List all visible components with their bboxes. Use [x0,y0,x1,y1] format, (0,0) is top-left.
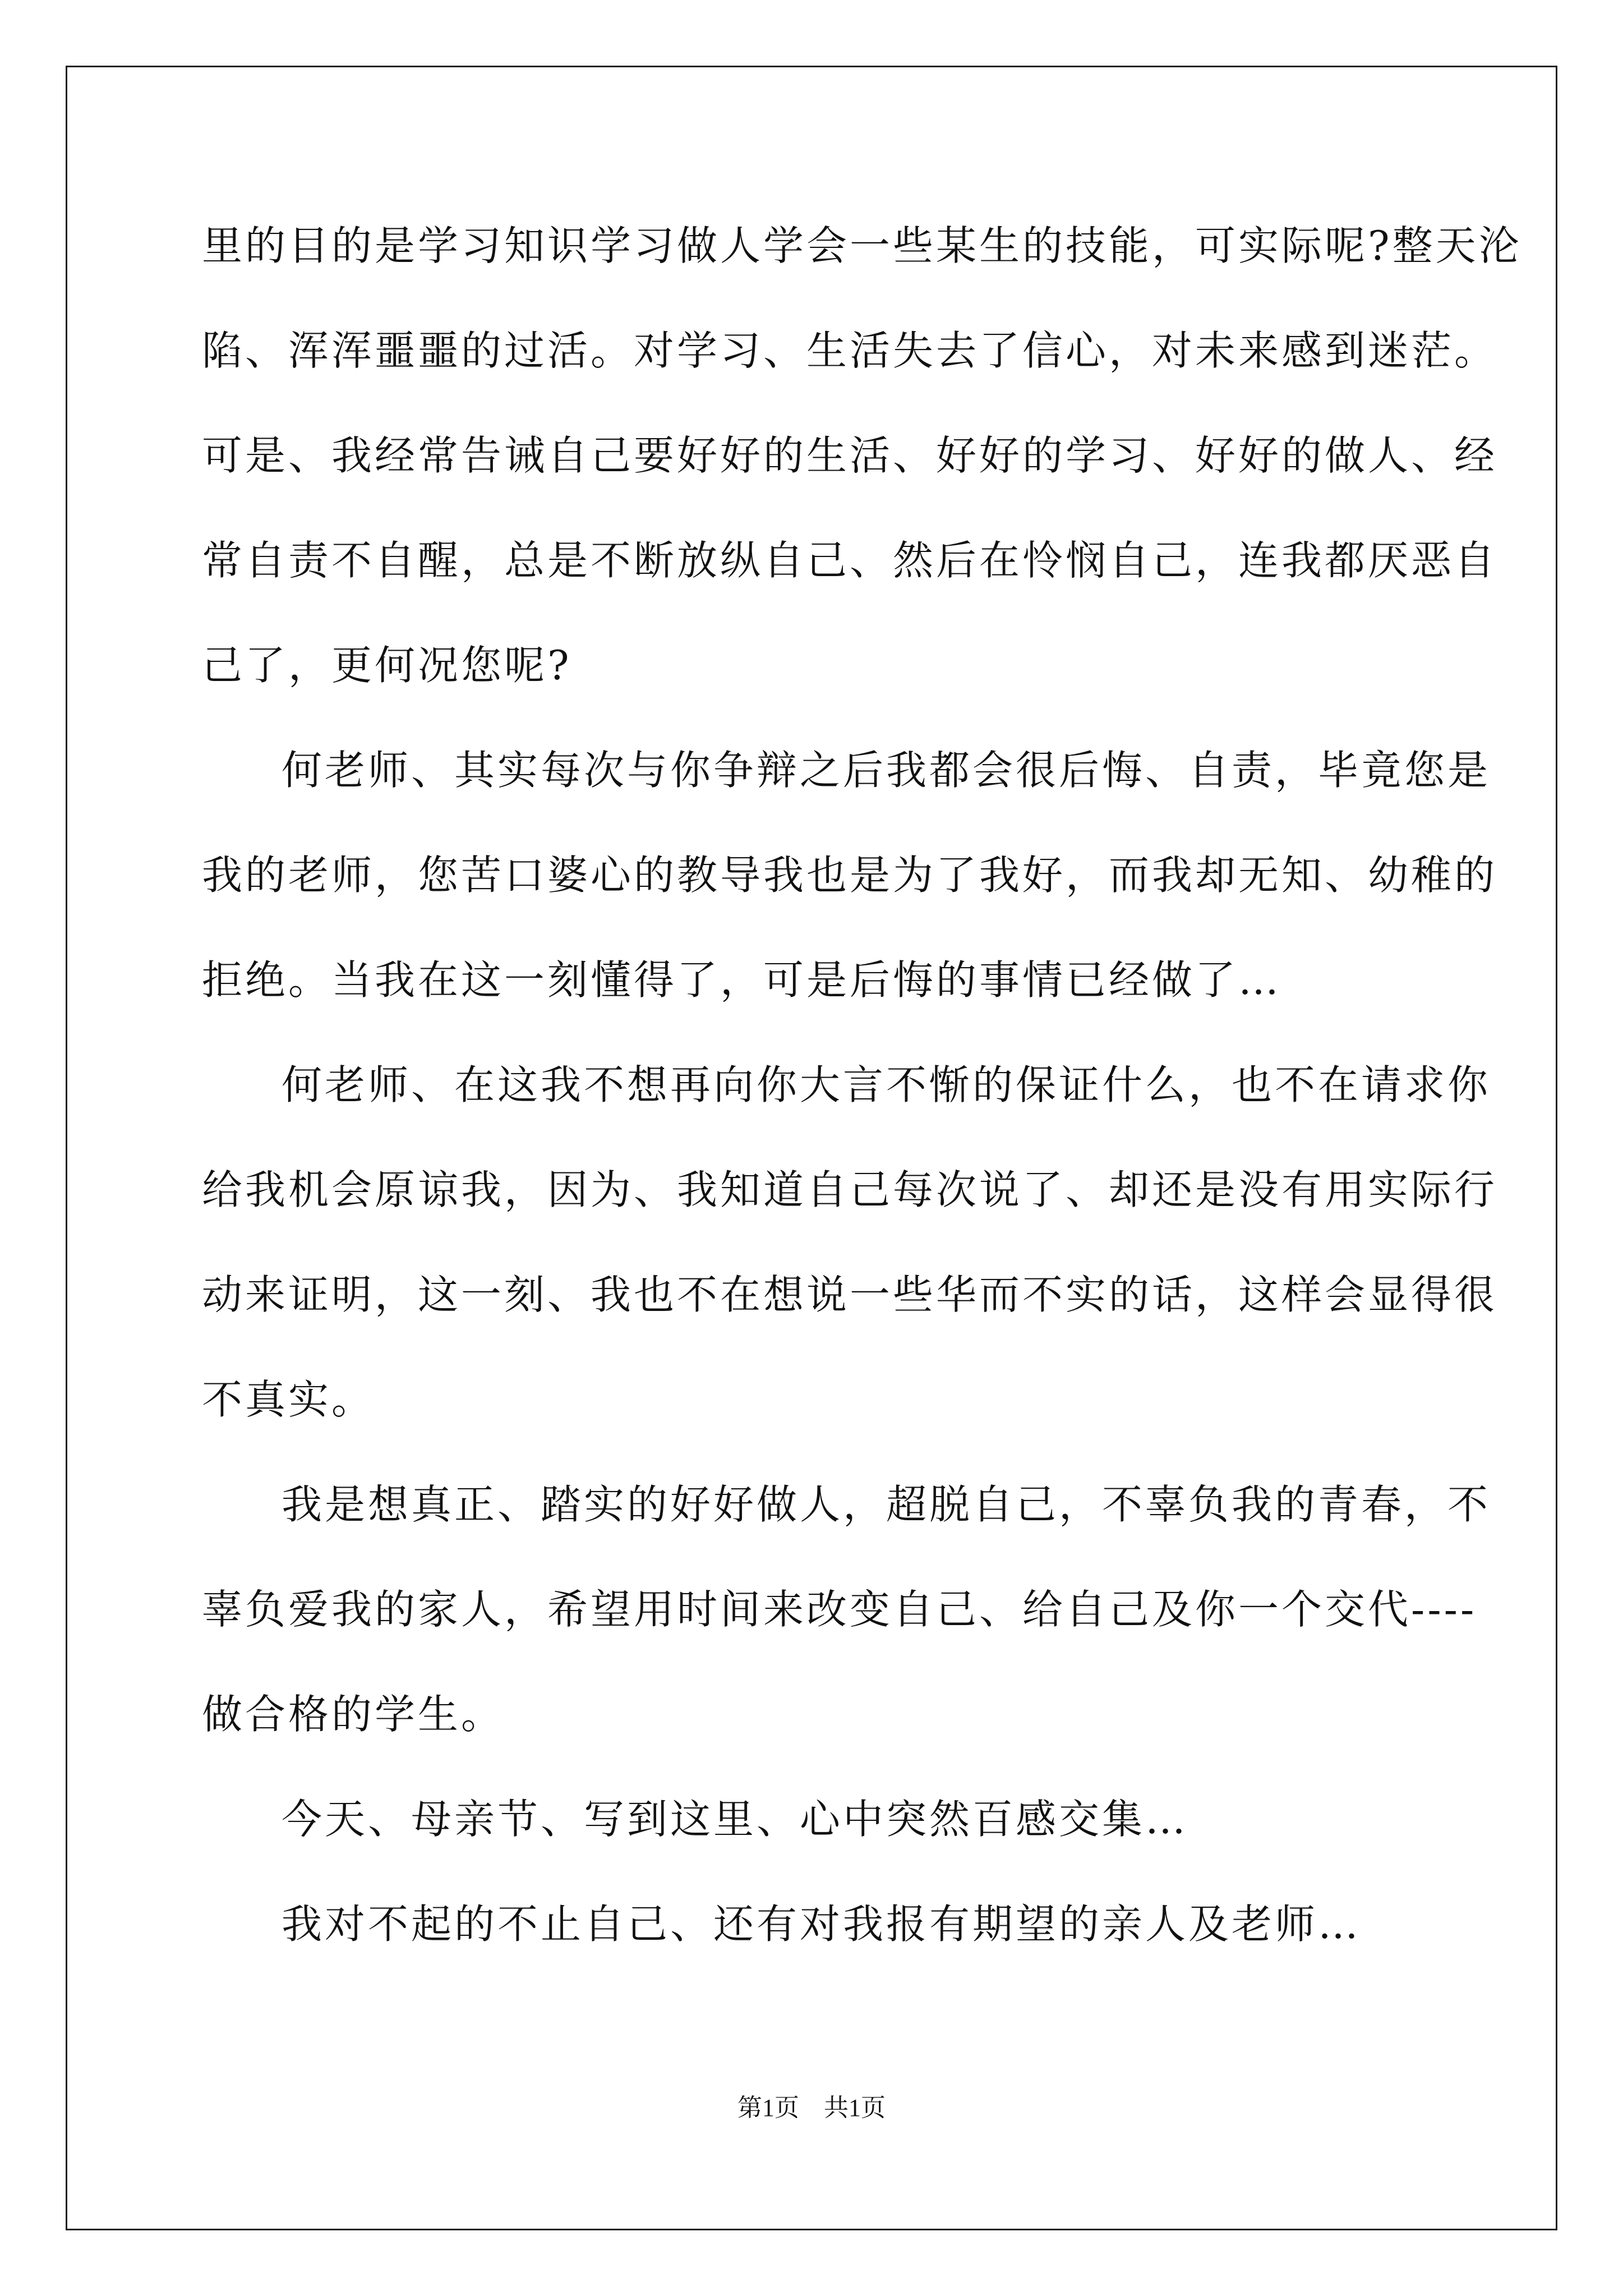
text-line: 常自责不自醒，总是不断放纵自己、然后在怜悯自己，连我都厌恶自 [202,537,1498,584]
text-line: 做合格的学生。 [202,1691,505,1738]
paragraph-first-line: 今天、母亲节、写到这里、心中突然百感交集… [282,1796,1189,1843]
page-number-footer: 第1页 共1页 [737,2094,886,2122]
paragraph-first-line: 何老师、其实每次与你争辩之后我都会很后悔、自责，毕竟您是 [282,747,1491,794]
paragraph-first-line: 我是想真正、踏实的好好做人，超脱自己，不辜负我的青春，不 [282,1481,1491,1528]
text-line: 陷、浑浑噩噩的过活。对学习、生活失去了信心，对未来感到迷茫。 [202,327,1498,374]
text-line: 我的老师，您苦口婆心的教导我也是为了我好，而我却无知、幼稚的 [202,852,1498,899]
paragraph-first-line: 何老师、在这我不想再向你大言不惭的保证什么，也不在请求你 [282,1061,1491,1108]
text-line: 给我机会原谅我，因为、我知道自己每次说了、却还是没有用实际行 [202,1166,1498,1213]
text-line: 里的目的是学习知识学习做人学会一些某生的技能，可实际呢?整天沦 [202,222,1522,269]
paragraph-first-line: 我对不起的不止自己、还有对我报有期望的亲人及老师… [282,1901,1362,1948]
text-line: 己了，更何况您呢? [202,642,572,689]
text-line: 辜负爱我的家人，希望用时间来改变自己、给自己及你一个交代---- [202,1586,1477,1633]
text-line: 可是、我经常告诫自己要好好的生活、好好的学习、好好的做人、经 [202,432,1498,479]
text-line: 拒绝。当我在这一刻懂得了，可是后悔的事情已经做了… [202,956,1282,1004]
text-line: 不真实。 [202,1376,375,1423]
text-line: 动来证明，这一刻、我也不在想说一些华而不实的话，这样会显得很 [202,1271,1498,1318]
